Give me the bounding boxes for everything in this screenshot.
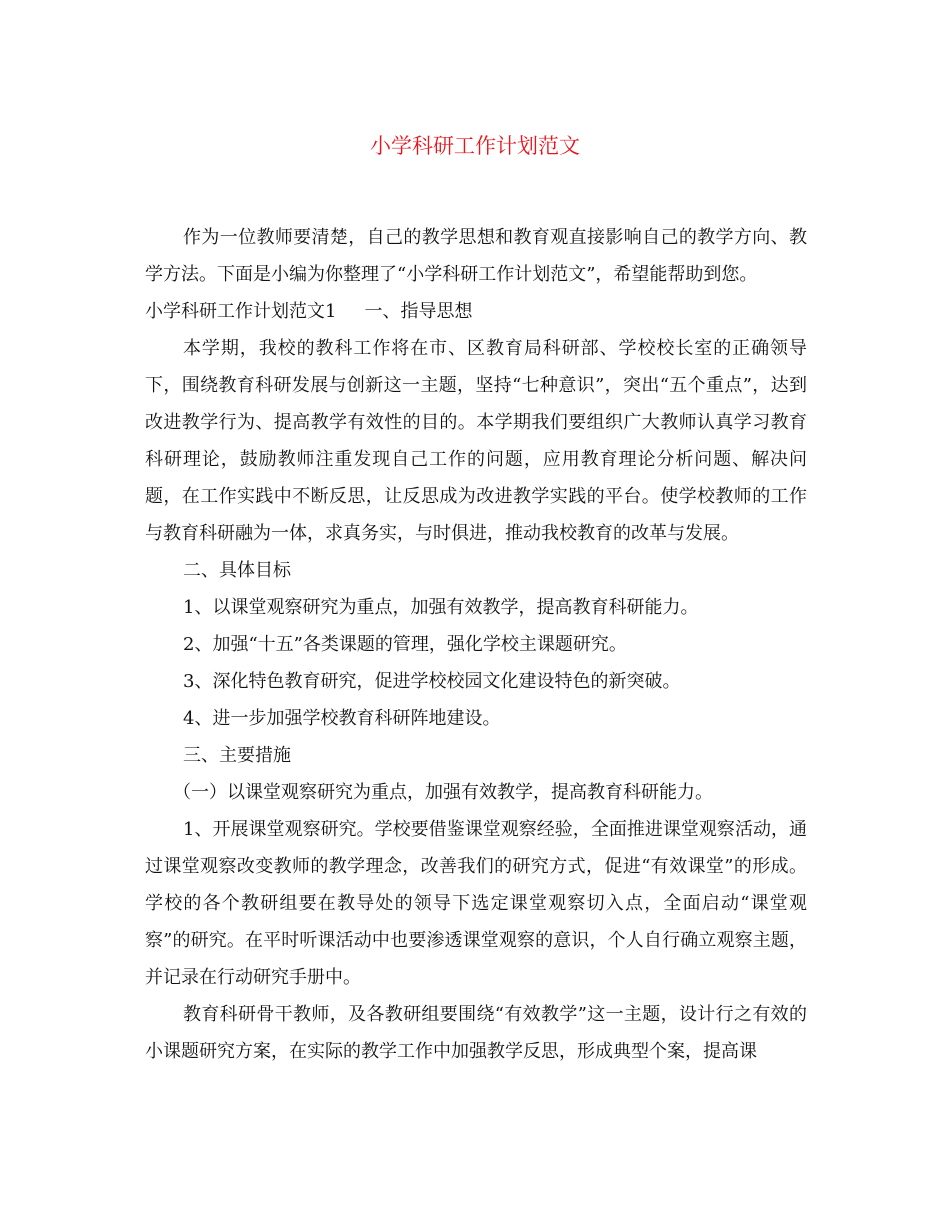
intro-paragraph: 作为一位教师要清楚，自己的教学思想和教育观直接影响自己的教学方向、教学方法。下面是小编为你整理了“小学科研工作计划范文”，希望能帮助到您。	[145, 227, 807, 285]
goal-item: 2、加强“十五”各类课题的管理，强化学校主课题研究。	[183, 634, 627, 655]
measure1-paragraph: 教育科研骨干教师，及各教研组要围绕“有效教学”这一主题，设计行之有效的小课题研究方案，在实际的教学工作中加强教学反思，形成典型个案，提高课	[145, 1004, 807, 1062]
goal-item: 4、进一步加强学校教育科研阵地建设。	[183, 708, 501, 729]
document-title: 小学科研工作计划范文	[370, 134, 580, 158]
section1-body: 本学期，我校的教科工作将在市、区教育局科研部、学校校长室的正确领导下，围绕教育科研发展与创新这一主题，坚持“七种意识”，突出“五个重点”，达到改进教学行为、提高教学有效性的目的。本学期我们要组织广大教师认真学习教育科研理论，鼓励教师注重发现自己工作的问题，应用教育理论分析问题、解决问题，在工作实践中不断反思，让反思成为改进教学实践的平台。使学校教师的工作与教育科研融为一体，求真务实，与时俱进，推动我校教育的改革与发展。	[145, 338, 807, 544]
goal-item: 3、深化特色教育研究，促进学校校园文化建设特色的新突破。	[183, 671, 681, 692]
section1-heading: 一、指导思想	[364, 301, 473, 322]
measure1-paragraph: 1、开展课堂观察研究。学校要借鉴课堂观察经验，全面推进课堂观察活动，通过课堂观察改变教师的教学理念，改善我们的研究方式，促进“有效课堂”的形成。学校的各个教研组要在教导处的领导下选定课堂观察切入点，全面启动“课堂观察”的研究。在平时听课活动中也要渗透课堂观察的意识，个人自行确立观察主题，并记录在行动研究手册中。	[145, 819, 807, 988]
section2-heading: 二、具体目标	[183, 560, 291, 581]
sample-heading-line	[145, 293, 807, 330]
goal-item: 1、以课堂观察研究为重点，加强有效教学，提高教育科研能力。	[183, 597, 699, 618]
document-body	[145, 219, 807, 1070]
section3-heading: 三、主要措施	[183, 745, 291, 766]
measure1-heading: （一）以课堂观察研究为重点，加强有效教学，提高教育科研能力。	[173, 782, 713, 803]
sample-heading: 小学科研工作计划范文1	[145, 301, 337, 322]
